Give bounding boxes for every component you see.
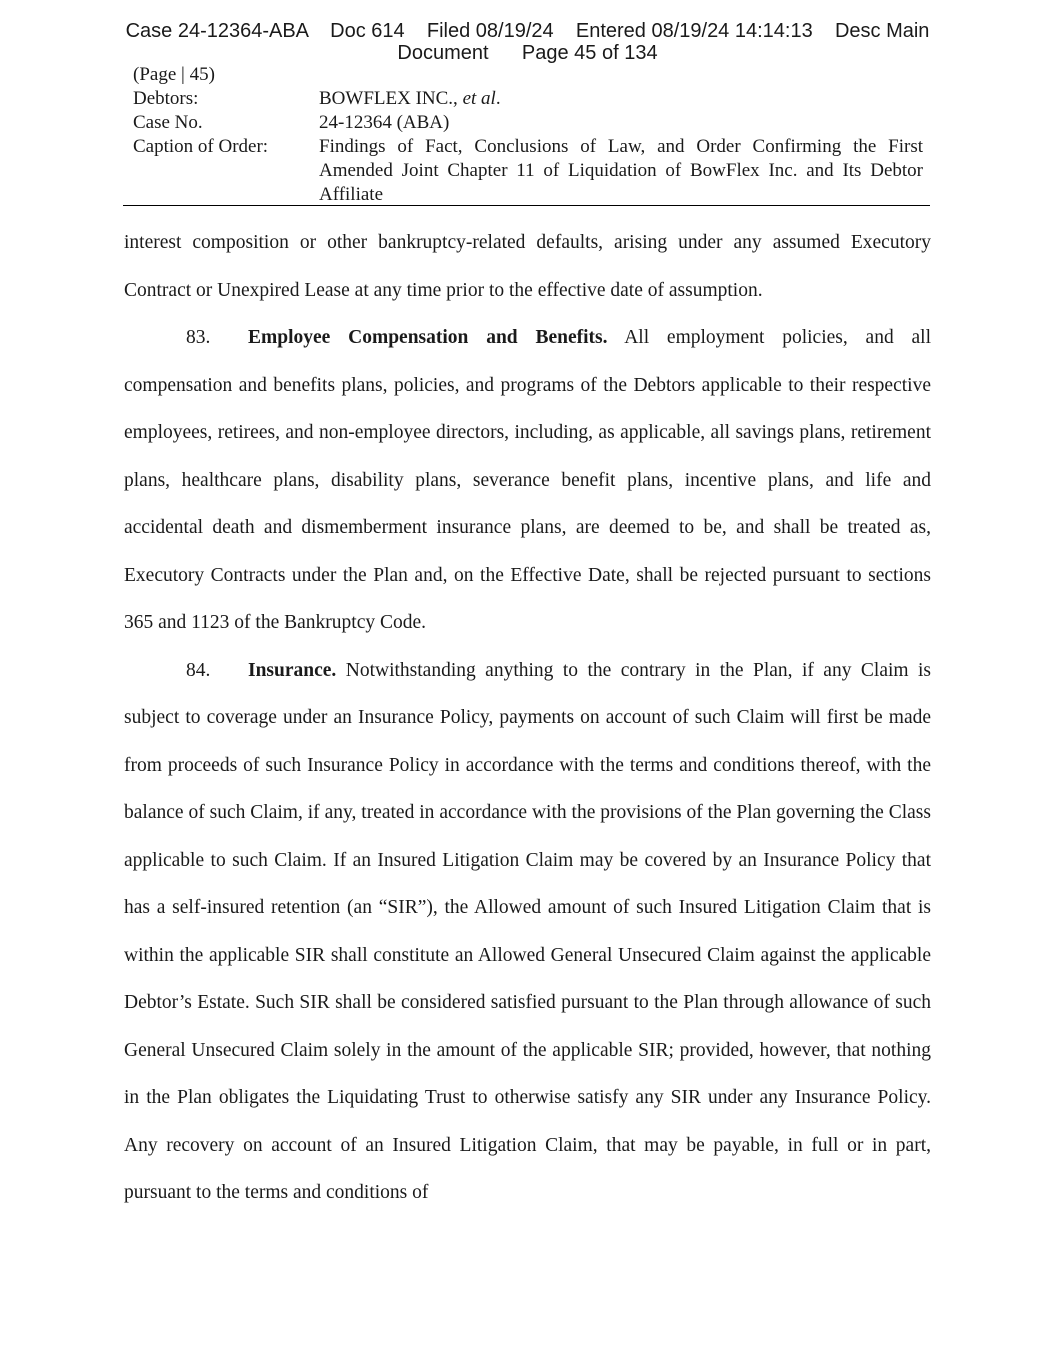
caption-order-row — [133, 135, 933, 207]
caption-case-no-label: Case No. — [133, 112, 203, 133]
caption-order-label: Caption of Order: — [133, 136, 269, 157]
order-body — [124, 219, 931, 1217]
paragraph-heading: Insurance. — [248, 659, 337, 681]
paragraph-heading: Employee Compensation and Benefits. — [248, 327, 608, 348]
caption-case-no-value: 24-12364 (ABA) — [319, 112, 450, 133]
continued-paragraph: interest composition or other bankruptcy-related defaults, arising under any assumed Executory Contract or Unexpired Lease at any time prior to the effective date of assumption. — [124, 232, 931, 301]
debtors-name: BOWFLEX INC., — [319, 88, 463, 109]
paragraph-number: 84. — [186, 659, 211, 681]
debtors-et-al: et al — [462, 88, 496, 109]
caption-order-value: Findings of Fact, Conclusions of Law, and Order Confirming the First Amended Joint Chapter 11 of Liquidation of BowFlex Inc. and Its Debtor Affiliate — [319, 136, 923, 205]
caption-debtors-value — [319, 87, 923, 111]
caption-debtors-row — [133, 87, 933, 111]
caption-debtors-label: Debtors: — [133, 88, 199, 109]
debtors-period: . — [495, 88, 501, 109]
ecf-page-indicator: Document Page 45 of 134 — [397, 42, 658, 64]
caption-divider — [123, 205, 930, 206]
paragraph-83 — [124, 314, 931, 647]
caption-page-ref-row — [133, 63, 933, 87]
caption-case-no-row — [133, 111, 933, 135]
order-caption-block — [133, 63, 933, 207]
paragraph-number: 83. — [186, 327, 211, 348]
paragraph-text: Notwithstanding anything to the contrary in the Plan, if any Claim is subject to coverage under an Insurance Policy, payments on account of such Claim will first be made from proceeds of such Insurance Policy in accordance with the terms and conditions thereof, with the balance of such Claim, if any, treated in accordance with the provisions of the Plan governing the Class applicable to such Claim. If an Insured Litigation Claim may be covered by an Insurance Policy that has a self-insured retention (an “SIR”), the Allowed amount of such Insured Litigation Claim that is within the applicable SIR shall constitute an Allowed General Unsecured Claim against the applicable Debtor’s Estate. Such SIR shall be considered satisfied pursuant to the Plan through allowance of such General Unsecured Claim solely in the amount of the applicable SIR; provided, however, that nothing in the Plan obligates the Liquidating Trust to otherwise satisfy any SIR under any Insurance Policy. Any recovery on account of an Insured Litigation Claim, that may be payable, in full or in part, pursuant to the terms and conditions of — [124, 659, 931, 1203]
ecf-filing-header: Case 24-12364-ABA Doc 614 Filed 08/19/24 Entered 08/19/24 14:14:13 Desc Main — [125, 20, 930, 42]
caption-page-ref: (Page | 45) — [133, 64, 215, 85]
paragraph-text: All employment policies, and all compensation and benefits plans, policies, and programs of the Debtors applicable to their respective employees, retirees, and non-employee directors, including, as applicable, all savings plans, retirement plans, healthcare plans, disability plans, severance benefit plans, incentive plans, and life and accidental death and dismemberment insurance plans, are deemed to be, and shall be treated as, Executory Contracts under the Plan and, on the Effective Date, shall be rejected pursuant to sections 365 and 1123 of the Bankruptcy Code. — [124, 327, 932, 633]
paragraph-84 — [124, 647, 931, 1217]
